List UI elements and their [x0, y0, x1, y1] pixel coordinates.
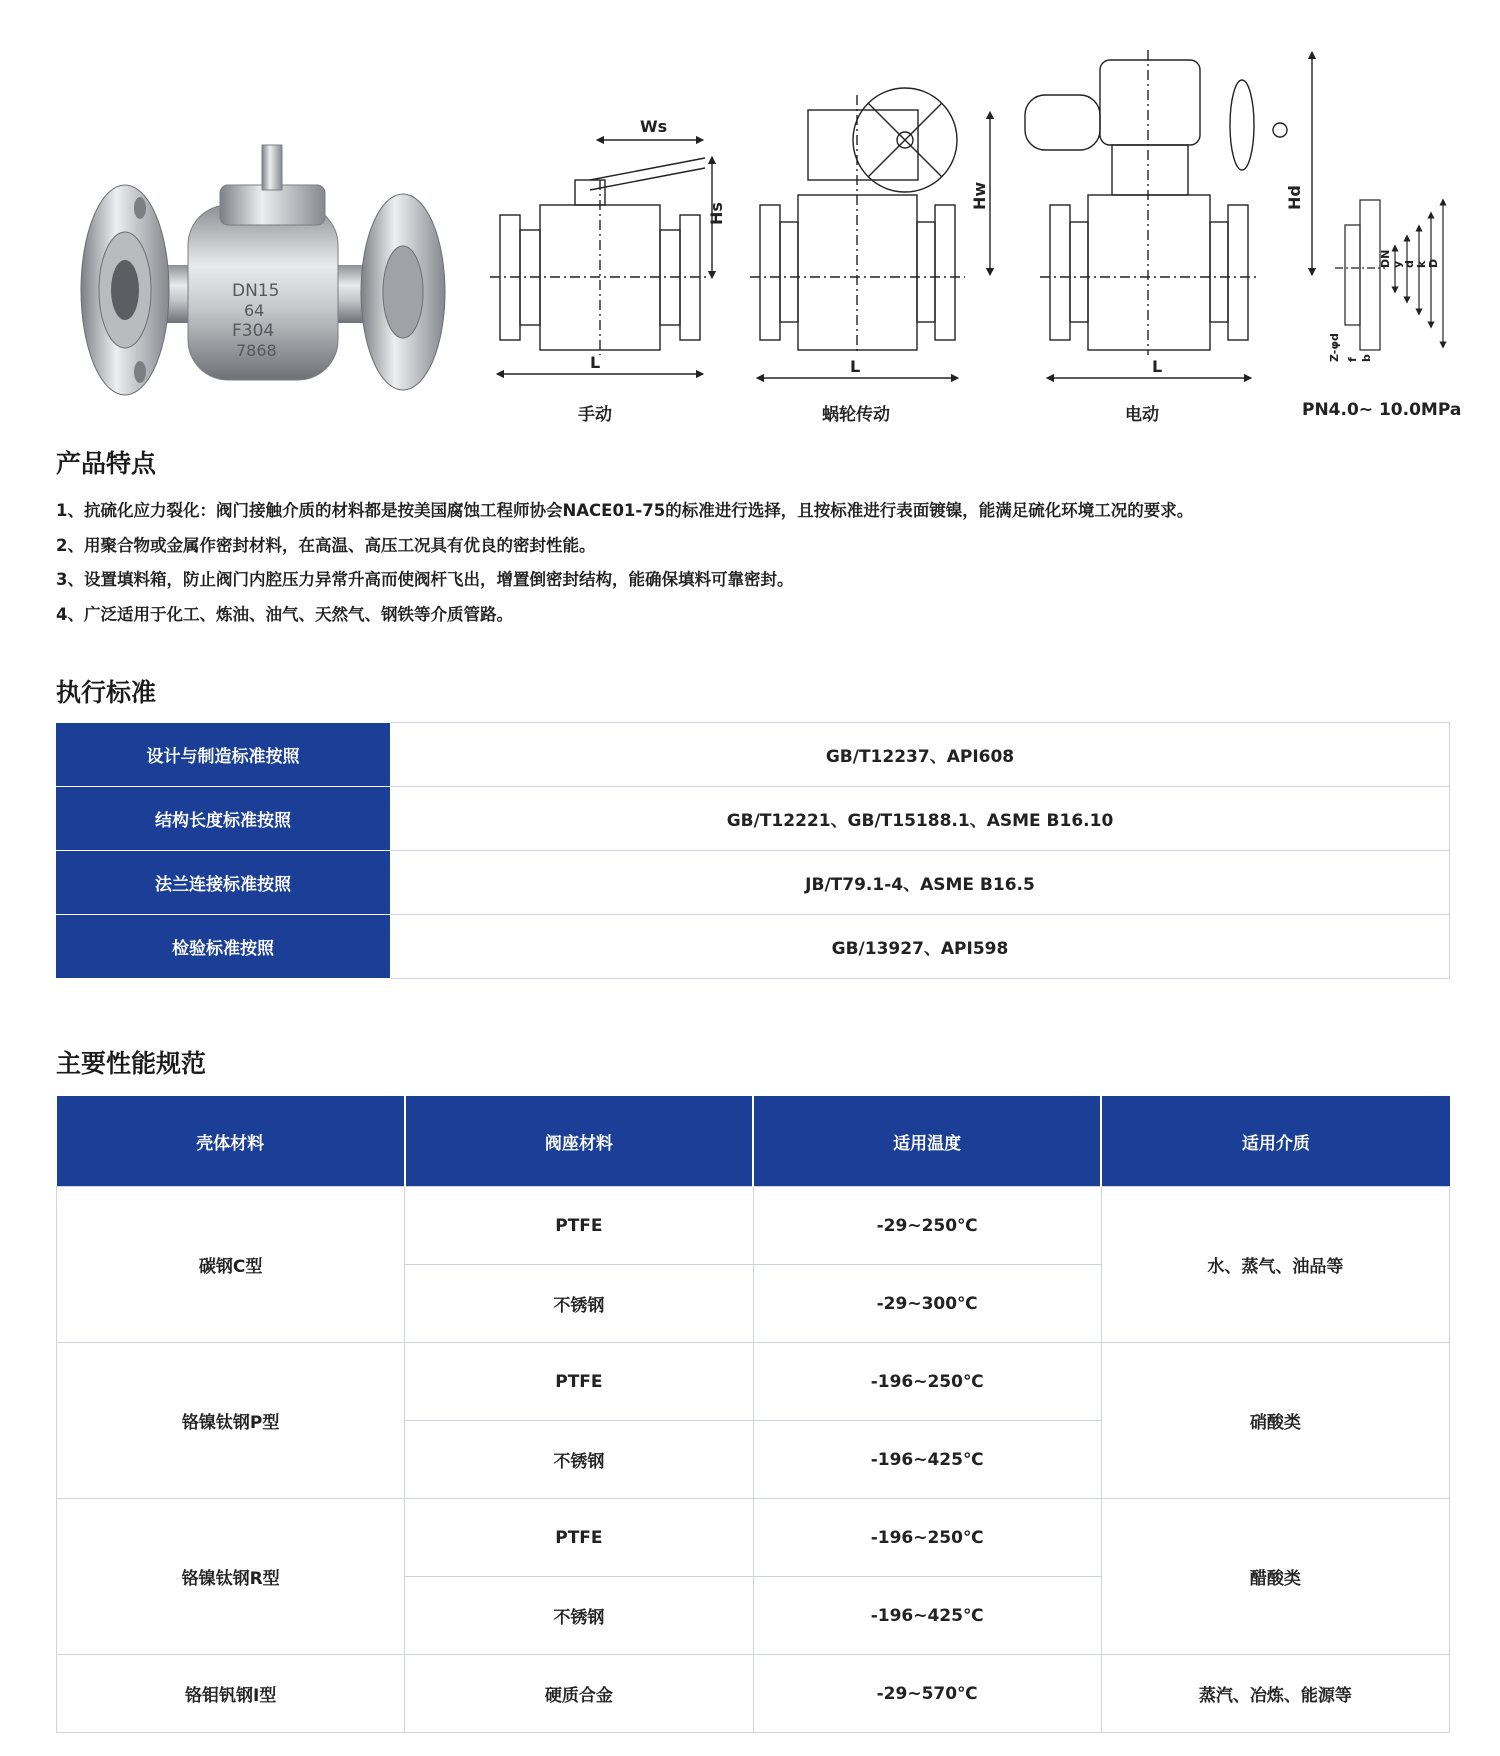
temperature-cell: -29~250℃: [753, 1187, 1101, 1265]
dim-hd: Hd: [1285, 185, 1304, 210]
media-cell: 醋酸类: [1101, 1499, 1449, 1655]
performance-table: [56, 1096, 1450, 1733]
dim-d: d: [1403, 260, 1416, 268]
standards-title: 执行标准: [56, 678, 157, 707]
product-label-line: 7868: [236, 341, 277, 360]
column-header-temp: 适用温度: [753, 1096, 1101, 1187]
standard-label: 结构长度标准按照: [56, 787, 391, 851]
seat-material-cell: PTFE: [405, 1343, 753, 1421]
body-material-cell: 铬镍钛钢P型: [57, 1343, 405, 1499]
seat-material-cell: PTFE: [405, 1187, 753, 1265]
feature-item: 4、广泛适用于化工、炼油、油气、天然气、钢铁等介质管路。: [56, 604, 513, 624]
temperature-cell: -196~425℃: [753, 1577, 1101, 1655]
temperature-cell: -29~570℃: [753, 1655, 1101, 1733]
column-header-seat: 阀座材料: [405, 1096, 753, 1187]
standards-table: [56, 722, 1450, 979]
flange-detail-drawing: [1335, 200, 1443, 350]
features-list: [56, 494, 1456, 632]
table-row: [57, 1187, 1450, 1265]
product-photo: [81, 145, 445, 395]
table-row: [57, 1499, 1450, 1577]
caption-electric: 电动: [1125, 405, 1159, 425]
standard-value: GB/T12237、API608: [391, 723, 1450, 787]
worm-gear-valve-drawing: [750, 88, 990, 378]
caption-manual: 手动: [578, 405, 612, 425]
table-row: [57, 1343, 1450, 1421]
figure-strip: [0, 0, 1500, 430]
temperature-cell: -29~300℃: [753, 1265, 1101, 1343]
body-material-cell: 铬钼钒钢I型: [57, 1655, 405, 1733]
product-label-line: F304: [232, 321, 275, 341]
dim-hs: Hs: [707, 202, 726, 225]
seat-material-cell: 硬质合金: [405, 1655, 753, 1733]
performance-title: 主要性能规范: [56, 1049, 207, 1078]
caption-worm: 蜗轮传动: [822, 405, 890, 425]
valve-drawings: [0, 0, 1500, 430]
feature-item: 1、抗硫化应力裂化：阀门接触介质的材料都是按美国腐蚀工程师协会NACE01-75的标准进行选择，且按标准进行表面镀镍，能满足硫化环境工况的要求。: [56, 501, 1194, 520]
dim-dn: DN: [1379, 249, 1392, 268]
media-cell: 水、蒸气、油品等: [1101, 1187, 1449, 1343]
table-row: [56, 723, 1450, 787]
feature-item: 3、设置填料箱，防止阀门内腔压力异常升高而使阀杆飞出，增置倒密封结构，能确保填料可靠密封。: [56, 570, 794, 589]
product-label-line: 64: [244, 301, 265, 320]
feature-item: 2、用聚合物或金属作密封材料，在高温、高压工况具有优良的密封性能。: [56, 535, 596, 555]
standard-label: 法兰连接标准按照: [56, 851, 391, 915]
temperature-cell: -196~250℃: [753, 1499, 1101, 1577]
dim-z: Z-φd: [1328, 333, 1341, 362]
table-header-row: [57, 1096, 1450, 1187]
media-cell: 硝酸类: [1101, 1343, 1449, 1499]
table-row: [56, 851, 1450, 915]
temperature-cell: -196~250℃: [753, 1343, 1101, 1421]
dim-k: k: [1415, 260, 1428, 268]
body-material-cell: 铬镍钛钢R型: [57, 1499, 405, 1655]
manual-valve-drawing: [490, 140, 712, 374]
standard-value: GB/T12221、GB/T15188.1、ASME B16.10: [391, 787, 1450, 851]
dim-l-electric: L: [1152, 357, 1163, 376]
dim-b: b: [1360, 354, 1373, 362]
table-row: [57, 1655, 1450, 1733]
column-header-media: 适用介质: [1101, 1096, 1449, 1187]
standard-label: 设计与制造标准按照: [56, 723, 391, 787]
dim-f: f: [1346, 357, 1359, 362]
media-cell: 蒸汽、冶炼、能源等: [1101, 1655, 1449, 1733]
caption-pressure: PN4.0~ 10.0MPa: [1302, 400, 1462, 420]
dim-y: y: [1391, 260, 1404, 268]
table-row: [56, 915, 1450, 979]
seat-material-cell: 不锈钢: [405, 1421, 753, 1499]
electric-valve-drawing: [1025, 50, 1312, 378]
column-header-body: 壳体材料: [57, 1096, 405, 1187]
dim-D: D: [1427, 258, 1440, 268]
standard-value: GB/13927、API598: [391, 915, 1450, 979]
dim-l-worm: L: [850, 357, 861, 376]
seat-material-cell: PTFE: [405, 1499, 753, 1577]
dim-ws: Ws: [640, 117, 668, 136]
dim-l-manual: L: [590, 353, 601, 372]
seat-material-cell: 不锈钢: [405, 1577, 753, 1655]
dim-hw: Hw: [970, 181, 989, 210]
table-row: [56, 787, 1450, 851]
features-title: 产品特点: [56, 449, 157, 478]
temperature-cell: -196~425℃: [753, 1421, 1101, 1499]
seat-material-cell: 不锈钢: [405, 1265, 753, 1343]
body-material-cell: 碳钢C型: [57, 1187, 405, 1343]
standard-value: JB/T79.1-4、ASME B16.5: [391, 851, 1450, 915]
standard-label: 检验标准按照: [56, 915, 391, 979]
product-label-line: DN15: [232, 281, 280, 301]
